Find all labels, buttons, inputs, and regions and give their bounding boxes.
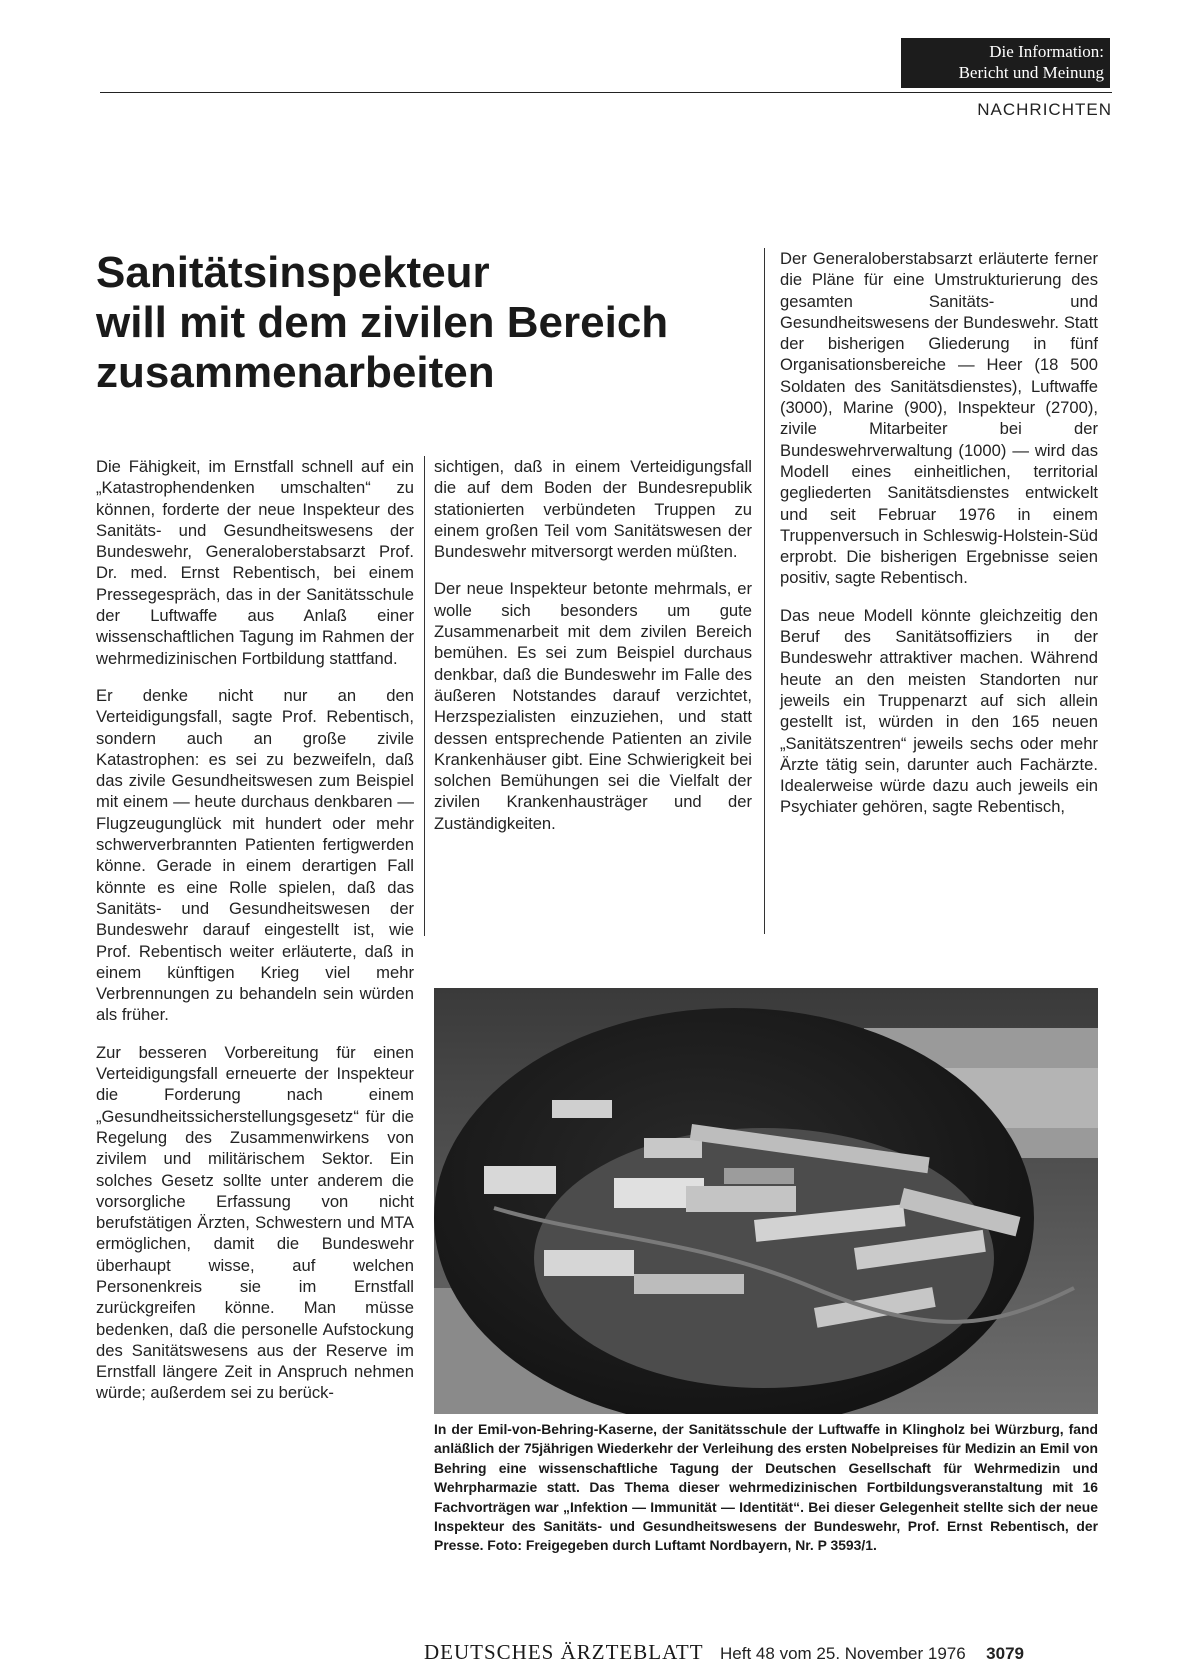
paragraph: Das neue Modell könnte gleichzeitig den Beruf des Sanitätsoffiziers in der Bundeswehr attraktiver machen. Während heute an den meisten Standorten nur jeweils ein Truppenarzt auf sich allein gestellt ist, würden in den 165 neuen „Sanitätszentren“ jeweils sechs oder mehr Ärzte tätig sein, darunter auch Fachärzte. Idealerweise würde dazu auch jeweils ein Psychiater gehören, sagte Rebentisch, <box>780 605 1098 817</box>
title-line: zusammenarbeiten <box>96 348 495 397</box>
issue-info: Heft 48 vom 25. November 1976 <box>720 1644 966 1663</box>
paragraph: sichtigen, daß in einem Verteidigungsfall die auf dem Boden der Bundesrepublik stationierten verbündeten Truppen zu einem großen Teil vom Sanitätswesen der Bundeswehr mitversorgt werden müßten. <box>434 457 752 562</box>
paragraph: Die Fähigkeit, im Ernstfall schnell auf ein „Katastrophendenken umschalten“ zu können, forderte der neue Inspekteur des Sanitäts- und Gesundheitswesens der Bundeswehr, Generaloberstabsarzt Prof. Dr. med. Ernst Rebentisch, bei einem Pressegespräch, das in der Sanitätsschule der Luftwaffe aus Anlaß einer wissenschaftlichen Tagung im Rahmen der wehrmedizinischen Fortbildung stattfand. <box>96 457 414 668</box>
column-divider <box>424 456 425 936</box>
aerial-photo-illustration <box>434 988 1098 1414</box>
paragraph: Der neue Inspekteur betonte mehrmals, er wolle sich besonders um gute Zusammenarbeit mit dem zivilen Bereich bemühen. Es sei zum Beispiel durchaus denkbar, daß die Bundeswehr im Falle des äußeren Notstandes darauf verzichtet, Herzspezialisten einzuziehen, und statt dessen entsprechende Patienten an zivile Krankenhäuser gibt. Eine Schwierigkeit bei solchen Bemühungen sei die Vielfalt der zivilen Krankenhausträger und der Zuständigkeiten. <box>434 579 752 833</box>
column-divider <box>764 248 765 934</box>
text-column-1 <box>96 456 414 1420</box>
aerial-photo <box>434 988 1098 1414</box>
article-title <box>96 248 716 398</box>
photo-caption: In der Emil-von-Behring-Kaserne, der Sanitätsschule der Luftwaffe in Klingholz bei Würzburg, fand anläßlich der 75jährigen Wiederkehr der Verleihung des ersten Nobelpreises für Medizin an Emil von Behring eine wissenschaftliche Tagung der Deutschen Gesellschaft für Wehrmedizin und Wehrpharmazie statt. Das Thema dieser wehrmedizinischen Fortbildungsveranstaltung mit 16 Fachvorträgen war „Infektion — Immunität — Identität“. Bei dieser Gelegenheit stellte sich der neue Inspekteur des Sanitäts- und Gesundheitswesens der Bundeswehr, Prof. Ernst Rebentisch, der Presse. Foto: Freigegeben durch Luftamt Nordbayern, Nr. P 3593/1. <box>434 1421 1098 1554</box>
title-line: will mit dem zivilen Bereich <box>96 298 669 347</box>
paragraph: Zur besseren Vorbereitung für einen Verteidigungsfall erneuerte der Inspekteur die Forderung nach einem „Gesundheitssicherstellungsgesetz“ für die Regelung des Zusammenwirkens von zivilem und militärischem Sektor. Ein solches Gesetz sollte unter anderem die vorsorgliche Erfassung von nicht berufstätigen Ärzten, Schwestern und MTA ermöglichen, damit die Bundeswehr überhaupt wisse, auf welchen Personenkreis sie im Ernstfall zurückgreifen könne. Man müsse bedenken, daß die personelle Aufstockung des Sanitätswesens aus der Reserve im Ernstfall längere Zeit in Anspruch nehmen würde; außerdem sei zu berück- <box>96 1042 414 1403</box>
text-column-2 <box>434 456 752 850</box>
page-footer <box>424 1640 1024 1665</box>
rubric-badge-line1: Die Information: <box>989 42 1104 61</box>
section-label: NACHRICHTEN <box>977 100 1112 119</box>
page-number: 3079 <box>986 1644 1024 1663</box>
header-rule <box>100 92 1112 93</box>
publication-name: DEUTSCHES ÄRZTEBLATT <box>424 1640 704 1664</box>
title-line: Sanitätsinspekteur <box>96 248 490 297</box>
paragraph: Er denke nicht nur an den Verteidigungsfall, sagte Prof. Rebentisch, sondern auch an große zivile Katastrophen: es sei zu bezweifeln, daß das zivile Gesundheitswesen zum Beispiel mit einem — heute durchaus denkbaren — Flugzeugunglück mit hundert oder mehr schwerverbrannten Patienten fertigwerden könne. Gerade in einem derartigen Fall könnte es eine Rolle spielen, daß das Sanitäts- und Gesundheitswesen der Bundeswehr darauf eingestellt ist, wie Prof. Rebentisch weiter erläuterte, daß in einem künftigen Krieg viel mehr Verbrennungen zu behandeln sein würden als früher. <box>96 685 414 1025</box>
rubric-badge <box>901 38 1110 88</box>
paragraph: Der Generaloberstabsarzt erläuterte ferner die Pläne für eine Umstrukturierung des gesamten Sanitäts- und Gesundheitswesens der Bundeswehr. Statt der bisherigen Gliederung in fünf Organisationsbereiche — Heer (18 500 Soldaten des Sanitätsdienstes), Luftwaffe (3000), Marine (900), Inspekteur (2700), zivile Mitarbeiter bei der Bundeswehrverwaltung (1000) — wird das Modell eines einheitlichen, territorial gegliederten Sanitätsdienstes entwickelt und seit Februar 1976 in einem Truppenversuch in Schleswig-Holstein-Süd erprobt. Die bisherigen Ergebnisse seien positiv, sagte Rebentisch. <box>780 249 1098 588</box>
rubric-badge-line2: Bericht und Meinung <box>958 63 1104 82</box>
text-column-3 <box>780 248 1098 834</box>
